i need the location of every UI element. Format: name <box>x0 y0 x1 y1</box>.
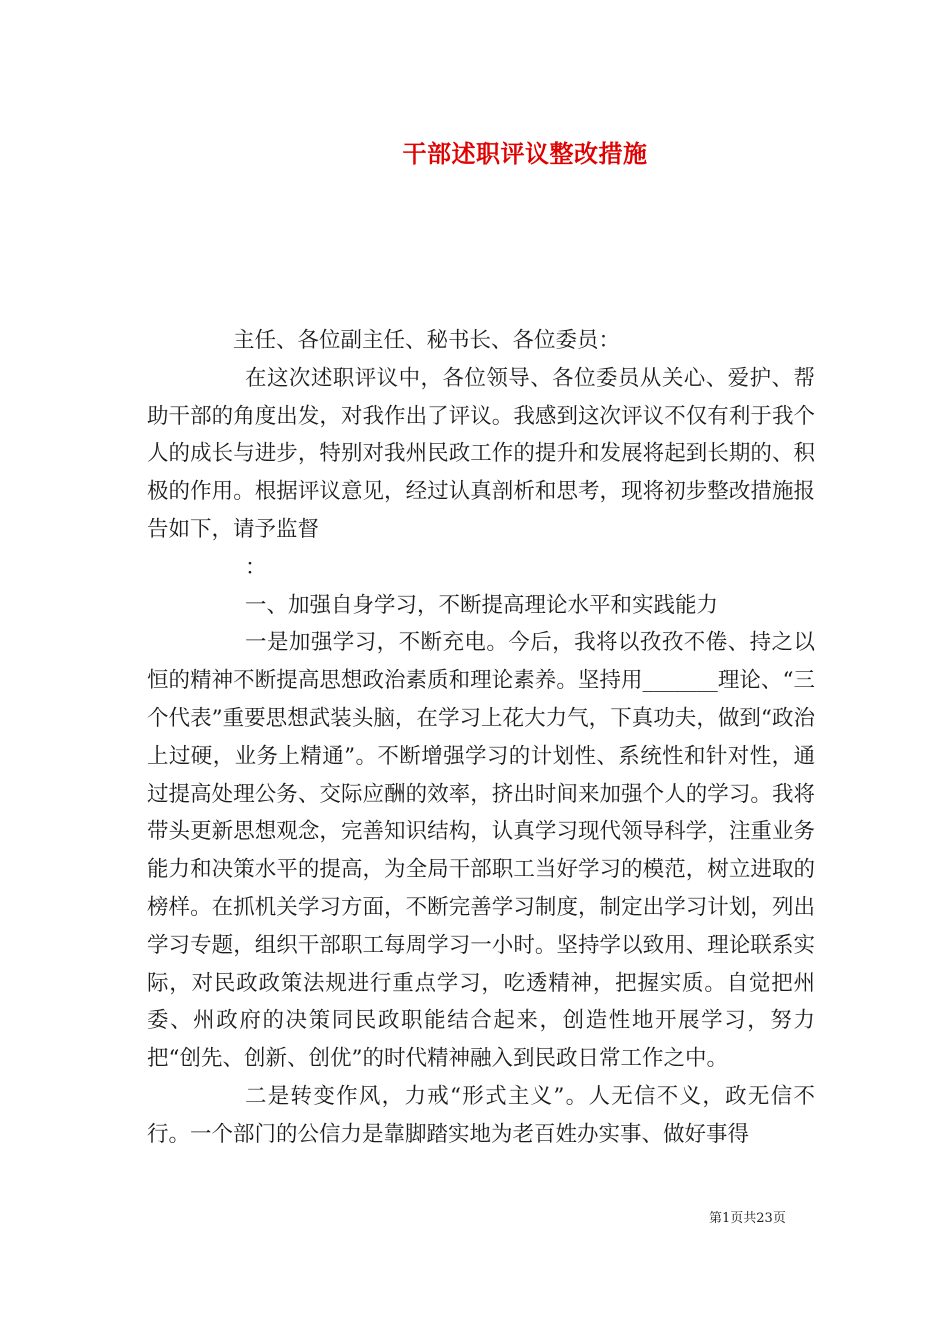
paragraph-study: 一是加强学习，不断充电。今后，我将以孜孜不倦、持之以恒的精神不断提高思想政治素质和理论素养。坚持用_______理论、“三个代表”重要思想武装头脑，在学习上花大力气，下真功夫，做到“政治上过硬，业务上精通”。不断增强学习的计划性、系统性和针对性，通过提高处理公务、交际应酬的效率，挤出时间来加强个人的学习。我将带头更新思想观念，完善知识结构，认真学习现代领导科学，注重业务能力和决策水平的提高，为全局干部职工当好学习的模范，树立进取的榜样。在抓机关学习方面，不断完善学习制度，制定出学习计划，列出学习专题，组织干部职工每周学习一小时。坚持学以致用、理论联系实际，对民政政策法规进行重点学习，吃透精神，把握实质。自觉把州委、州政府的决策同民政职能结合起来，创造性地开展学习，努力把“创先、创新、创优”的时代精神融入到民政日常工作之中。 <box>147 630 815 1072</box>
page-footer <box>709 1207 786 1226</box>
paragraph-colon: ： <box>245 554 267 580</box>
salutation: 主任、各位副主任、秘书长、各位委员： <box>233 328 621 353</box>
document-body <box>147 322 815 1154</box>
page-title: 干部述职评议整改措施 <box>402 139 648 168</box>
paragraph-style: 二是转变作风，力戒“形式主义”。人无信不义，政无信不行。一个部门的公信力是靠脚踏实地为老百姓办实事、做好事得 <box>147 1083 815 1147</box>
paragraph-intro: 在这次述职评议中，各位领导、各位委员从关心、爱护、帮助干部的角度出发，对我作出了评议。我感到这次评议不仅有利于我个人的成长与进步，特别对我州民政工作的提升和发展将起到长期的、积极的作用。根据评议意见，经过认真剖析和思考，现将初步整改措施报告如下，请予监督 <box>147 365 815 542</box>
page-number: 第1页共23页 <box>709 1211 786 1226</box>
section-heading-1: 一、加强自身学习，不断提高理论水平和实践能力 <box>245 592 719 618</box>
